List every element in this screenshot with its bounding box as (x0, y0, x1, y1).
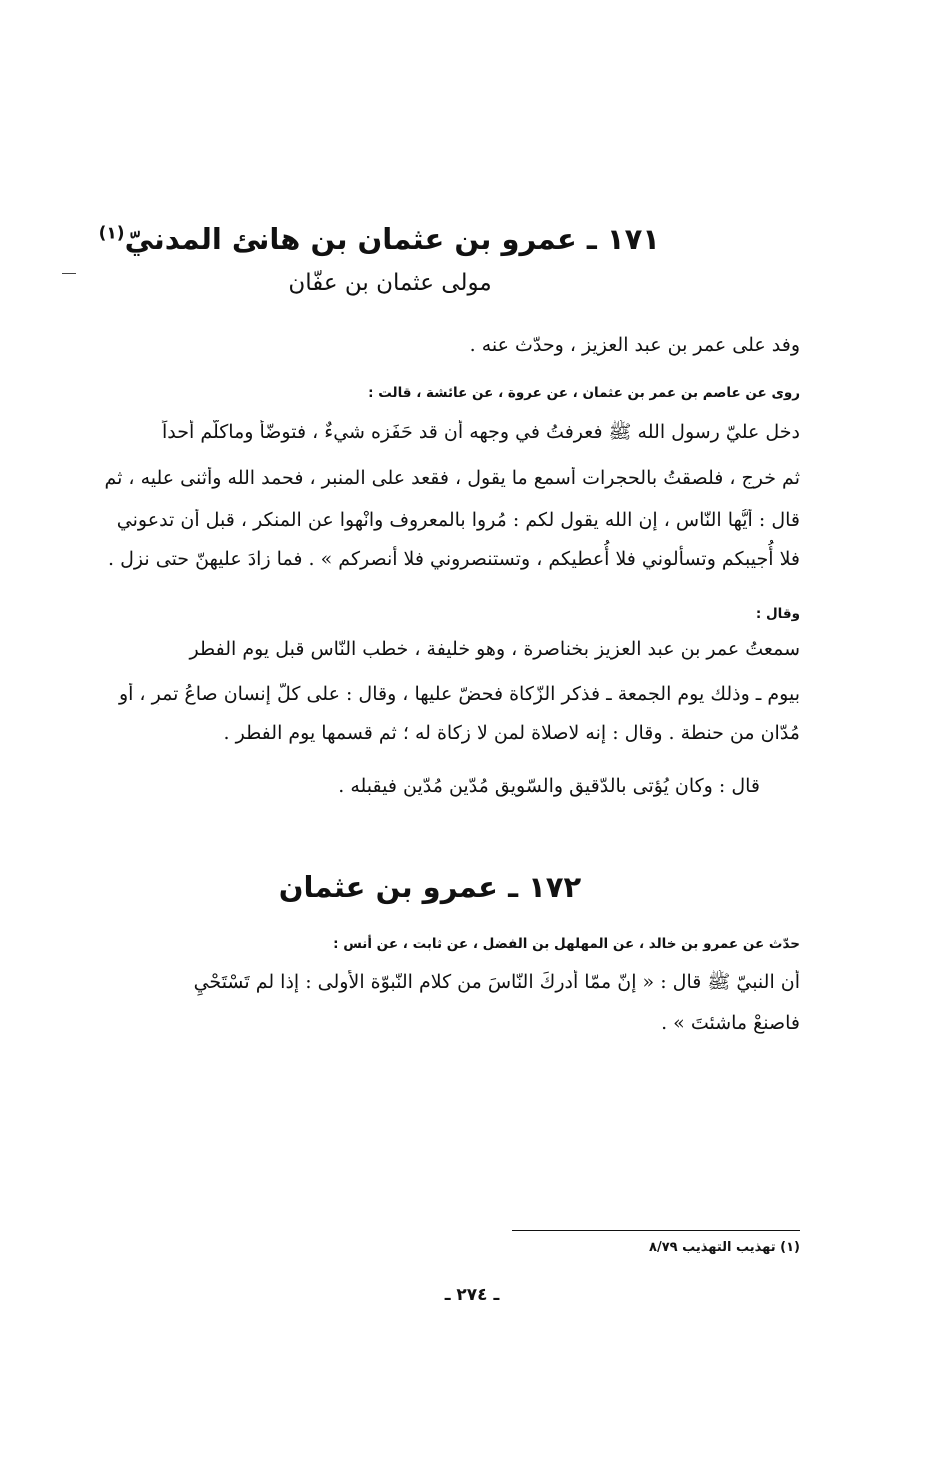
hadith-2-line-1: سمعتُ عمر بن عبد العزيز بخناصرة ، وهو خليفة ، خطب النّاس قبل يوم الفطر (189, 638, 800, 660)
entry-171-intro: وفد على عمر بن عبد العزيز ، وحدّث عنه . (469, 334, 800, 356)
entry-171-closing: قال : وكان يُؤتى بالدّقيق والسّويق مُدّين مُدّين فيقبله . (338, 775, 760, 797)
hadith-1-line-4: فلا أُجيبكم وتسألوني فلا أُعطيكم ، وتستنصروني فلا أنصركم » . فما زادَ عليهنّ حتى نزل . (108, 548, 800, 570)
entry-172-title: ١٧٢ ـ عمرو بن عثمان (278, 870, 582, 904)
entry-171-subtitle: مولى عثمان بن عفّان (288, 270, 492, 296)
hadith-2-line-2: بيوم ـ وذلك يوم الجمعة ـ فذكر الزّكاة فحضّ عليها ، وقال : على كلّ إنسان صاعُ تمرٍ ، أو (118, 683, 800, 705)
entry-172-isnad: حدّث عن عمرو بن خالد ، عن المهلهل بن الفضل ، عن ثابت ، عن أنس : (333, 936, 800, 952)
hadith-1-line-1: دخل عليّ رسول الله ﷺ فعرفتُ في وجهه أن قد حَفَزه شيءٌ ، فتوضّأ وماكلّم أحداً (162, 421, 800, 443)
entry-171-isnad-2: وقال : (755, 606, 800, 622)
page-number: ـ ٢٧٤ ـ (444, 1285, 500, 1305)
stray-scan-mark (62, 273, 76, 274)
entry-171-isnad-1: روى عن عاصم بن عمر بن عثمان ، عن عروة ، عن عائشة ، قالت : (368, 385, 800, 401)
hadith-3-line-2: فاصنعْ ماشئتَ » . (661, 1012, 800, 1034)
hadith-3-line-1: أن النبيّ ﷺ قال : « إنّ ممّا أدركَ النّاسَ من كلام النّبوّة الأولى : إذا لم تَسْتَحْيِ (193, 971, 800, 993)
footnote-divider (512, 1230, 800, 1231)
hadith-1-line-2: ثم خرج ، فلصقتُ بالحجرات أسمع ما يقول ، فقعد على المنبر ، فحمد الله وأثنى عليه ، ثم (104, 467, 800, 489)
footnote-reference: (١) (98, 223, 125, 244)
hadith-2-line-3: مُدّان من حنطة . وقال : إنه لاصلاة لمن لا زكاة له ؛ ثم قسمها يوم الفطر . (223, 722, 800, 744)
entry-171-title (98, 222, 660, 256)
footnote-text: (١) تهذيب التهذيب ٨/٧٩ (649, 1240, 800, 1255)
hadith-1-line-3: قال : أيُّها النّاس ، إن الله يقول لكم : مُروا بالمعروف وانْهوا عن المنكر ، قبل أن تدعوني (116, 509, 800, 531)
entry-171-title-text: ١٧١ ـ عمرو بن عثمان بن هانئ المدنيّ (124, 222, 660, 256)
